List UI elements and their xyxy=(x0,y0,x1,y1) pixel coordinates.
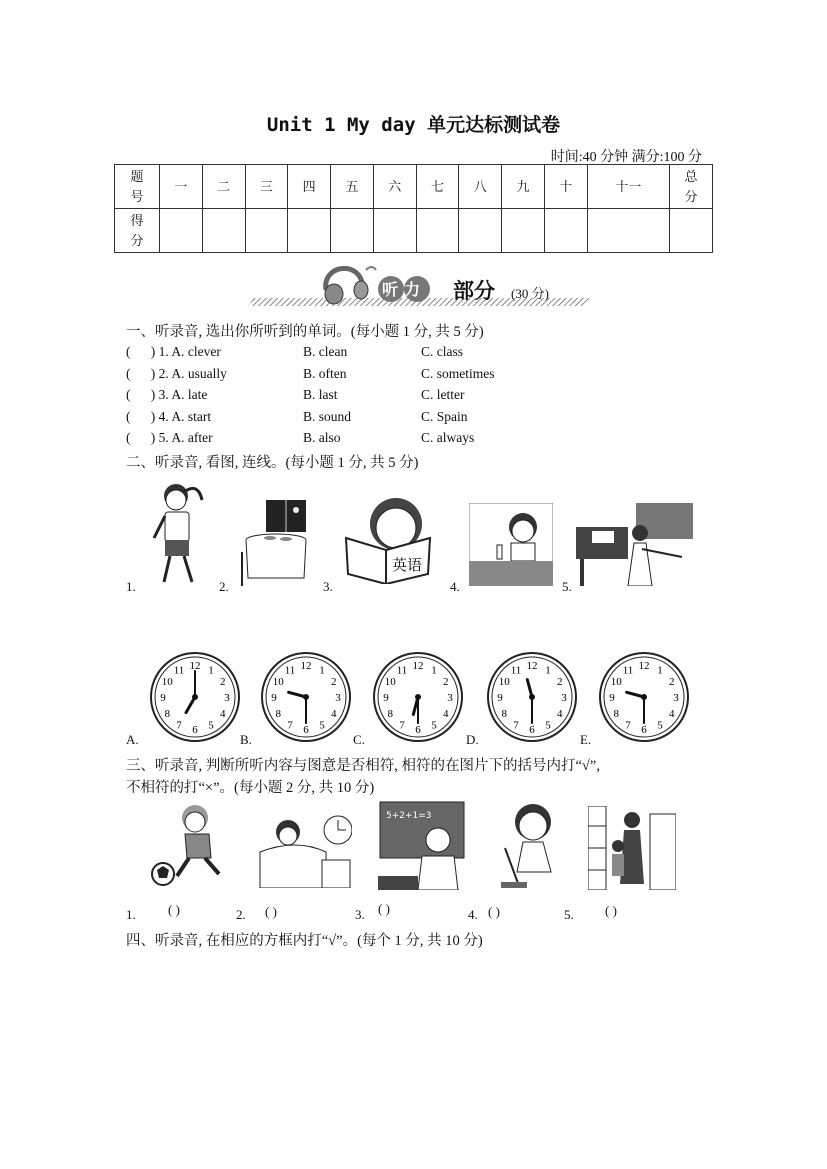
score-table-header-row xyxy=(115,165,713,209)
question-number-option-a: ( ) 4. A. start xyxy=(126,408,212,424)
clock-numeral: 8 xyxy=(387,708,394,720)
section4-heading: 四、听录音, 在相应的方框内打“√”。(每个 1 分, 共 10 分) xyxy=(126,933,483,949)
boy-playing-football-picture xyxy=(149,800,237,888)
question-number-option-a: ( ) 5. A. after xyxy=(126,430,213,446)
clock-numeral: 1 xyxy=(319,664,325,677)
score-cell[interactable] xyxy=(459,209,502,253)
clock-label: B. xyxy=(240,732,252,747)
clock-numeral: 12 xyxy=(526,660,538,672)
banner-suffix: 部分 xyxy=(453,279,495,303)
clock-numeral: 9 xyxy=(271,692,277,704)
clock-numeral: 8 xyxy=(501,708,508,720)
question-number-option-a: ( ) 3. A. late xyxy=(126,387,208,403)
clock-numeral: 5 xyxy=(545,719,551,732)
score-cell[interactable] xyxy=(544,209,587,253)
clock-numeral: 10 xyxy=(272,676,284,688)
clock-numeral: 5 xyxy=(657,719,663,732)
banner-word: 听力 xyxy=(382,280,427,299)
clock-numeral: 7 xyxy=(287,719,293,732)
clock-icon xyxy=(260,651,352,743)
clock-numeral: 2 xyxy=(556,676,563,688)
clock-numeral: 1 xyxy=(431,664,437,677)
s3-label-2: 2. xyxy=(236,907,246,922)
score-cell[interactable] xyxy=(587,209,669,253)
picture-label-3: 3. xyxy=(323,579,333,594)
s3-answer-4[interactable]: ( ) xyxy=(488,904,500,919)
clock-numeral: 1 xyxy=(208,664,214,677)
score-table xyxy=(114,164,713,253)
clock-numeral: 5 xyxy=(208,719,214,732)
clock-numeral: 5 xyxy=(431,719,437,732)
option-c: C. Spain xyxy=(421,408,468,424)
s3-answer-5[interactable]: ( ) xyxy=(605,903,617,918)
score-header-cell: 七 xyxy=(416,165,459,209)
s3-label-1: 1. xyxy=(126,907,136,922)
clock-numeral: 6 xyxy=(192,724,198,736)
option-b: B. also xyxy=(303,430,341,446)
question-number-option-a: ( ) 2. A. usually xyxy=(126,365,227,381)
question-number-option-a: ( ) 1. A. clever xyxy=(126,344,221,359)
clock-icon xyxy=(598,651,690,743)
picture-label-4: 4. xyxy=(450,579,460,594)
girl-sweeping-picture xyxy=(497,800,563,890)
clock-numeral: 2 xyxy=(330,676,337,688)
clock-label: D. xyxy=(466,732,479,747)
score-cell[interactable] xyxy=(160,209,203,253)
section3-heading-line2: 不相符的打“×”。(每小题 2 分, 共 10 分) xyxy=(126,780,375,796)
option-c: C. sometimes xyxy=(421,365,495,381)
dinner-table-night-picture xyxy=(240,496,310,586)
s3-answer-1[interactable]: ( ) xyxy=(168,902,180,917)
clock-numeral: 3 xyxy=(335,692,341,704)
clock-numeral: 9 xyxy=(497,692,503,704)
blackboard-text: 5+2+1=3 xyxy=(386,811,432,821)
clock-numeral: 8 xyxy=(164,708,171,720)
score-cell[interactable] xyxy=(670,209,713,253)
clock-numeral: 6 xyxy=(415,724,421,736)
score-header-cell: 二 xyxy=(202,165,245,209)
clock-icon xyxy=(149,651,241,743)
score-row-label: 得 分 xyxy=(115,209,160,253)
option-b: B. clean xyxy=(303,344,348,359)
score-table-score-row xyxy=(115,209,713,253)
s3-answer-2[interactable]: ( ) xyxy=(265,904,277,919)
clock-numeral: 11 xyxy=(510,664,522,677)
score-header-cell: 九 xyxy=(502,165,545,209)
clock-numeral: 6 xyxy=(641,724,647,736)
picture-label-5: 5. xyxy=(562,579,572,594)
section3-heading-line1: 三、听录音, 判断所听内容与图意是否相符, 相符的在图片下的括号内打“√”, xyxy=(126,758,600,774)
time-score-info: 时间:40 分钟 满分:100 分 xyxy=(550,150,702,165)
clock-numeral: 7 xyxy=(625,719,631,732)
clock-numeral: 7 xyxy=(399,719,405,732)
score-header-cell: 六 xyxy=(373,165,416,209)
score-header-cell: 一 xyxy=(160,165,203,209)
clock-numeral: 10 xyxy=(498,676,510,688)
score-header-cell: 题 号 xyxy=(115,165,160,209)
picture-label-2: 2. xyxy=(219,579,229,594)
option-b: B. often xyxy=(303,365,347,381)
banner-points: (30 分) xyxy=(511,286,549,301)
score-header-cell: 八 xyxy=(459,165,502,209)
s3-label-3: 3. xyxy=(355,907,365,922)
clock-numeral: 12 xyxy=(189,660,201,672)
clock-numeral: 9 xyxy=(383,692,389,704)
teacher-blackboard-picture xyxy=(378,800,466,890)
clock-numeral: 12 xyxy=(412,660,424,672)
clock-numeral: 10 xyxy=(161,676,173,688)
clock-numeral: 1 xyxy=(657,664,663,677)
clock-numeral: 3 xyxy=(561,692,567,704)
score-cell[interactable] xyxy=(245,209,288,253)
shopping-store-picture xyxy=(588,806,676,890)
girl-drinking-picture xyxy=(469,503,553,586)
option-c: C. letter xyxy=(421,387,465,403)
clock-numeral: 10 xyxy=(610,676,622,688)
boy-exercising-picture xyxy=(148,478,210,586)
clock-numeral: 7 xyxy=(513,719,519,732)
clock-numeral: 4 xyxy=(330,708,337,720)
clock-numeral: 9 xyxy=(609,692,615,704)
clock-numeral: 9 xyxy=(160,692,166,704)
clock-numeral: 2 xyxy=(668,676,675,688)
boy-reading-book-picture xyxy=(342,494,436,584)
clock-numeral: 7 xyxy=(176,719,182,732)
score-header-cell: 三 xyxy=(245,165,288,209)
score-header-cell: 五 xyxy=(331,165,374,209)
clock-numeral: 2 xyxy=(219,676,226,688)
clock-label: A. xyxy=(126,732,139,747)
clock-numeral: 6 xyxy=(303,724,309,736)
clock-numeral: 11 xyxy=(622,664,634,677)
score-cell[interactable] xyxy=(331,209,374,253)
section1-heading: 一、听录音, 选出你所听到的单词。(每小题 1 分, 共 5 分) xyxy=(126,324,484,340)
clock-icon xyxy=(486,651,578,743)
score-cell[interactable] xyxy=(502,209,545,253)
clock-numeral: 4 xyxy=(442,708,449,720)
clock-numeral: 3 xyxy=(673,692,679,704)
clock-label: C. xyxy=(353,732,365,747)
score-cell[interactable] xyxy=(373,209,416,253)
girl-piano-violin-picture xyxy=(576,503,693,586)
score-header-cell: 十一 xyxy=(587,165,669,209)
clock-numeral: 11 xyxy=(396,664,408,677)
score-header-cell: 十 xyxy=(544,165,587,209)
clock-numeral: 1 xyxy=(545,664,551,677)
clock-label: E. xyxy=(580,732,592,747)
option-c: C. always xyxy=(421,430,475,446)
clock-numeral: 12 xyxy=(638,660,650,672)
clock-numeral: 11 xyxy=(173,664,185,677)
picture-label-1: 1. xyxy=(126,579,136,594)
clock-numeral: 2 xyxy=(442,676,449,688)
option-b: B. last xyxy=(303,387,338,403)
clock-numeral: 11 xyxy=(284,664,296,677)
clock-numeral: 3 xyxy=(447,692,453,704)
clock-numeral: 10 xyxy=(384,676,396,688)
clock-numeral: 5 xyxy=(319,719,325,732)
clock-numeral: 4 xyxy=(219,708,226,720)
score-cell[interactable] xyxy=(416,209,459,253)
option-b: B. sound xyxy=(303,408,352,424)
score-header-cell: 总 分 xyxy=(670,165,713,209)
clock-numeral: 8 xyxy=(613,708,620,720)
clock-numeral: 8 xyxy=(275,708,282,720)
score-header-cell: 四 xyxy=(288,165,331,209)
clock-icon xyxy=(372,651,464,743)
section2-heading: 二、听录音, 看图, 连线。(每小题 1 分, 共 5 分) xyxy=(126,455,419,471)
clock-numeral: 4 xyxy=(556,708,563,720)
option-c: C. class xyxy=(421,344,463,359)
clock-numeral: 4 xyxy=(668,708,675,720)
book-cover-text: 英语 xyxy=(392,556,423,574)
clock-numeral: 12 xyxy=(300,660,312,672)
page-title: Unit 1 My day 单元达标测试卷 xyxy=(266,114,561,136)
clock-numeral: 3 xyxy=(224,692,230,704)
s3-label-4: 4. xyxy=(468,907,478,922)
score-cell[interactable] xyxy=(202,209,245,253)
score-cell[interactable] xyxy=(288,209,331,253)
clock-numeral: 6 xyxy=(529,724,535,736)
s3-answer-3[interactable]: ( ) xyxy=(378,901,390,916)
s3-label-5: 5. xyxy=(564,907,574,922)
boy-waking-up-picture xyxy=(256,808,352,888)
